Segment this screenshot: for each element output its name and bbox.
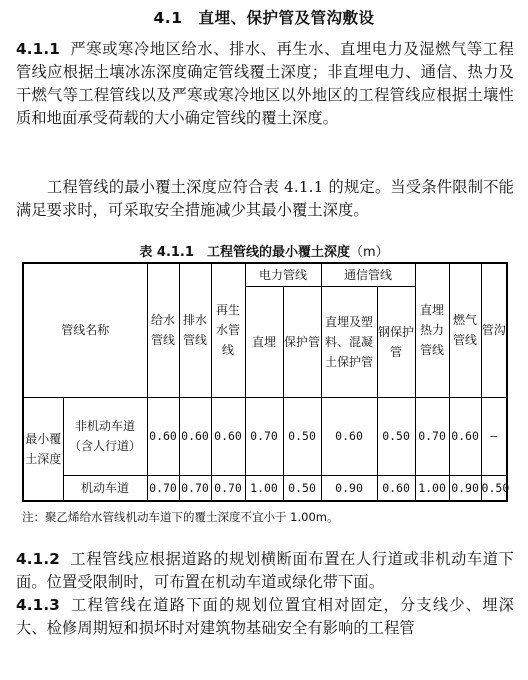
header-comm-direct: 直埋及塑料、混凝土保护管 bbox=[321, 286, 377, 397]
table-caption-title: 工程管线的最小覆土深度 bbox=[206, 245, 350, 260]
cell-value: 1.00 bbox=[415, 475, 449, 501]
row-group-label: 最小覆土深度 bbox=[23, 397, 63, 501]
row-label: 机动车道 bbox=[63, 475, 147, 501]
cell-value: 0.70 bbox=[245, 397, 283, 475]
cell-value: 0.70 bbox=[179, 475, 211, 501]
clause-text: 工程管线应根据道路的规划横断面布置在人行道或非机动车道下面。位置受限制时，可布置在机动车道或绿化带下面。 bbox=[16, 550, 514, 591]
cell-value: 0.60 bbox=[377, 475, 415, 501]
table-row bbox=[23, 475, 507, 501]
table-caption bbox=[0, 241, 528, 260]
clause-number: 4.1.2 bbox=[16, 550, 60, 568]
clause-text: 严寒或寒冷地区给水、排水、再生水、直埋电力及湿燃气等工程管线应根据土壤冰冻深度确定管线覆土深度；非直埋电力、通信、热力及干燃气等工程管线以及严寒或寒冷地区以外地区的工程管线应根据土壤性质和地面承受荷载的大小确定管线的覆土深度。 bbox=[16, 40, 514, 127]
header-drainage: 排水管线 bbox=[179, 263, 211, 397]
cell-value: 0.70 bbox=[147, 475, 179, 501]
clause-text: 工程管线在道路下面的规划位置宜相对固定，分支线少、埋深大、检修周期短和损坏时对建筑物基础安全有影响的工程管 bbox=[16, 596, 514, 637]
cell-value: 0.90 bbox=[449, 475, 481, 501]
min-cover-depth-table bbox=[22, 262, 508, 502]
header-comm-steel: 钢保护管 bbox=[377, 286, 415, 397]
cell-value: 0.70 bbox=[211, 475, 245, 501]
clause-text: 工程管线的最小覆土深度应符合表 4.1.1 的规定。当受条件限制不能满足要求时，可采取安全措施减少其最小覆土深度。 bbox=[16, 178, 514, 219]
table-note: 注：聚乙烯给水管线机动车道下的覆土深度不宜小于 1.00m。 bbox=[22, 510, 339, 524]
clause-4-1-1-paragraph-2 bbox=[16, 176, 514, 222]
cell-value: 1.00 bbox=[245, 475, 283, 501]
cell-value: 0.60 bbox=[179, 397, 211, 475]
header-gas: 燃气管线 bbox=[449, 263, 481, 397]
header-heat-direct: 直埋热力管线 bbox=[415, 263, 449, 397]
header-comm-group: 通信管线 bbox=[321, 263, 415, 286]
cell-value: 0.50 bbox=[377, 397, 415, 475]
cell-value: — bbox=[481, 397, 507, 475]
row-label: 非机动车道（含人行道） bbox=[63, 397, 147, 475]
clause-4-1-1 bbox=[16, 38, 514, 130]
cell-value: 0.60 bbox=[211, 397, 245, 475]
clause-4-1-3 bbox=[16, 594, 514, 640]
cell-value: 0.50 bbox=[283, 397, 321, 475]
header-power-direct: 直埋 bbox=[245, 286, 283, 397]
header-power-protect: 保护管 bbox=[283, 286, 321, 397]
section-title: 4.1 直埋、保护管及管沟敷设 bbox=[153, 9, 375, 27]
cell-value: 0.60 bbox=[147, 397, 179, 475]
cell-value: 0.60 bbox=[449, 397, 481, 475]
header-trench: 管沟 bbox=[481, 263, 507, 397]
cell-value: 0.90 bbox=[321, 475, 377, 501]
cell-value: 0.70 bbox=[415, 397, 449, 475]
header-pipeline-name: 管线名称 bbox=[23, 263, 147, 397]
table-caption-number: 表 4.1.1 bbox=[139, 245, 194, 260]
header-power-group: 电力管线 bbox=[245, 263, 321, 286]
header-water-supply: 给水管线 bbox=[147, 263, 179, 397]
clause-number: 4.1.3 bbox=[16, 596, 60, 614]
table-row bbox=[23, 397, 507, 475]
header-reclaimed-water: 再生水管线 bbox=[211, 263, 245, 397]
cell-value: 0.60 bbox=[321, 397, 377, 475]
clause-number: 4.1.1 bbox=[16, 40, 60, 58]
table-caption-unit: （m） bbox=[349, 245, 389, 260]
cell-value: 0.50 bbox=[283, 475, 321, 501]
clause-4-1-2 bbox=[16, 548, 514, 594]
cell-value: 0.50 bbox=[481, 475, 507, 501]
